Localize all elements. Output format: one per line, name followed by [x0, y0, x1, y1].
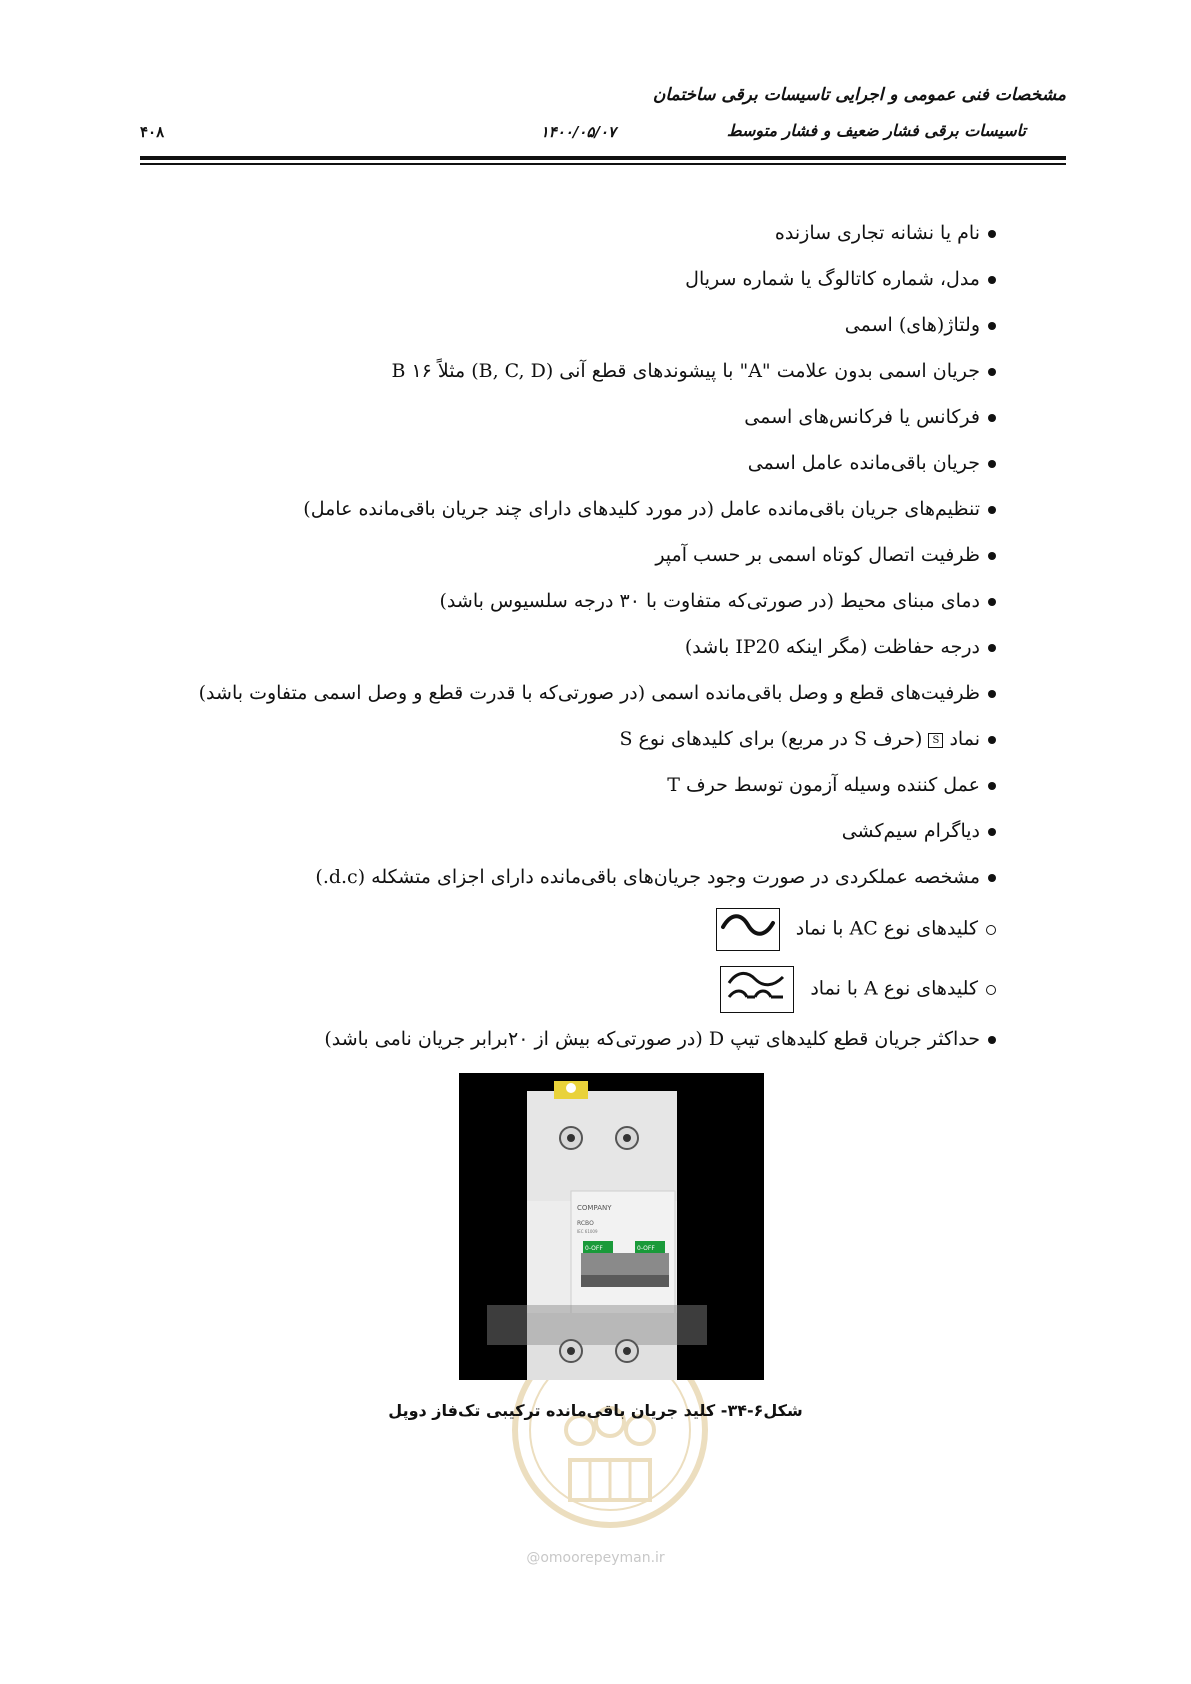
sub-item-ac: کلیدهای نوع AC با نماد	[116, 908, 996, 966]
bullet-icon	[988, 874, 996, 882]
bullet-icon	[988, 690, 996, 698]
rcbo-device-illustration	[459, 1073, 764, 1380]
device-brand-text: COMPANY	[577, 1204, 612, 1212]
bullet-icon	[988, 782, 996, 790]
ac-sine-icon	[716, 908, 780, 951]
list-item-symbol: نماد S (حرف S در مربع) برای کلیدهای نوع S	[116, 724, 996, 770]
list-item: حداکثر جریان قطع کلیدهای تیپ D (در صورتی‌که بیش از ۲۰برابر جریان نامی باشد)	[116, 1024, 996, 1070]
toggle-label-left: 0-OFF	[585, 1245, 603, 1252]
list-item: نام یا نشانه تجاری سازنده	[116, 218, 996, 264]
list-item: مدل، شماره کاتالوگ یا شماره سریال	[116, 264, 996, 310]
page-header	[140, 75, 1066, 165]
circle-bullet-icon	[986, 985, 996, 995]
watermark-text: @omoorepeyman.ir	[526, 1550, 665, 1566]
bullet-icon	[988, 736, 996, 744]
list-item: ظرفیت اتصال کوتاه اسمی بر حسب آمپر	[116, 540, 996, 586]
list-item: عمل کننده وسیله آزمون توسط حرف T	[116, 770, 996, 816]
bullet-icon	[988, 230, 996, 238]
list-item: جریان باقی‌مانده عامل اسمی	[116, 448, 996, 494]
header-rule-thick	[140, 156, 1066, 160]
list-item: مشخصه عملکردی در صورت وجود جریان‌های باقی‌مانده دارای اجزای متشکله (d.c.)	[116, 862, 996, 908]
list-item: دیاگرام سیم‌کشی	[116, 816, 996, 862]
bullet-icon	[988, 506, 996, 514]
bullet-icon	[988, 368, 996, 376]
circle-bullet-icon	[986, 925, 996, 935]
bullet-icon	[988, 552, 996, 560]
rcbo-device-photo	[459, 1073, 764, 1380]
list-item: ظرفیت‌های قطع و وصل باقی‌مانده اسمی (در صورتی‌که با قدرت قطع و وصل اسمی متفاوت باشد)	[116, 678, 996, 724]
header-rule-thin	[140, 163, 1066, 165]
list-item: درجه حفاظت (مگر اینکه IP20 باشد)	[116, 632, 996, 678]
bullet-icon	[988, 276, 996, 284]
figure-caption: شکل۶-۳۴- کلید جریان باقی‌مانده ترکیبی تک‌فاز دوپل	[388, 1401, 803, 1420]
header-date: ۱۴۰۰/۰۵/۰۷	[540, 123, 616, 141]
bullet-icon	[988, 644, 996, 652]
sub-item-a: کلیدهای نوع A با نماد	[116, 966, 996, 1024]
bullet-icon	[988, 598, 996, 606]
bullet-list	[116, 218, 996, 1070]
bullet-icon	[988, 322, 996, 330]
pulsating-dc-icon	[720, 966, 794, 1013]
page-number: ۴۰۸	[140, 123, 165, 141]
list-item: ولتاژ(های) اسمی	[116, 310, 996, 356]
document-title: مشخصات فنی عمومی و اجرایی تاسیسات برقی ساختمان	[652, 85, 1066, 105]
toggle-label-right: 0-OFF	[637, 1245, 655, 1252]
device-standard-text: IEC 61009	[577, 1229, 598, 1234]
section-title: تاسیسات برقی فشار ضعیف و فشار متوسط	[726, 121, 1026, 140]
list-item: فرکانس یا فرکانس‌های اسمی	[116, 402, 996, 448]
list-item: جریان اسمی بدون علامت "A" با پیشوندهای قطع آنی (B, C, D) مثلاً B ۱۶	[116, 356, 996, 402]
device-model-text: RCBO	[577, 1220, 594, 1227]
s-in-square-icon: S	[928, 733, 943, 748]
list-item: دمای مبنای محیط (در صورتی‌که متفاوت با ۳۰ درجه سلسیوس باشد)	[116, 586, 996, 632]
bullet-icon	[988, 1036, 996, 1044]
bullet-icon	[988, 460, 996, 468]
bullet-icon	[988, 414, 996, 422]
bullet-icon	[988, 828, 996, 836]
list-item: تنظیم‌های جریان باقی‌مانده عامل (در مورد کلیدهای دارای چند جریان باقی‌مانده عامل)	[116, 494, 996, 540]
